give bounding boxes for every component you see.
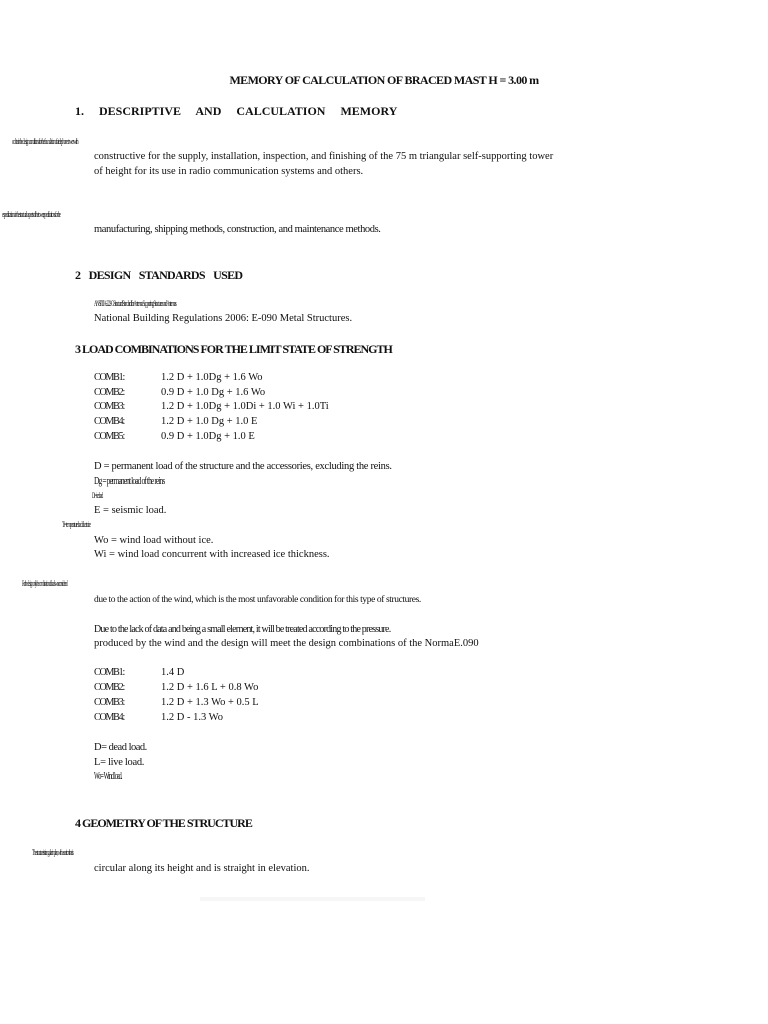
combo-a-2-expr: 0.9 D + 1.0 Dg + 1.6 Wo — [161, 387, 266, 398]
definition-wo: Wo = wind load without ice. — [94, 535, 214, 546]
section-1-p1-line2: of height for its use in radio communication systems and others. — [94, 166, 364, 177]
note-line-1: due to the action of the wind, which is the most unfavorable condition for this type of structures. — [94, 595, 421, 605]
definition-d: D = permanent load of the structure and the accessories, excluding the reins. — [94, 461, 392, 472]
combo-b-2-name: COMB2: — [94, 682, 125, 693]
combo-b-1-expr: 1.4 D — [161, 667, 185, 678]
section-4-prefix: The structure is triangular in plan, with a section that is — [32, 848, 74, 857]
note-prefix: For the design only the combination of loads was considered — [22, 579, 68, 588]
section-4-line-1: circular along its height and is straight in elevation. — [94, 863, 310, 874]
definition-ti: Ti = temperature load due to ice — [62, 520, 91, 529]
definition-dg: Dg = permanent load of the reins — [94, 476, 165, 487]
document-title: MEMORY OF CALCULATION OF BRACED MAST H = 3.00 m — [229, 73, 539, 87]
section-1-heading: 1. DESCRIPTIVE AND CALCULATION MEMORY — [75, 104, 398, 118]
definition-e: E = seismic load. — [94, 505, 167, 516]
section-1-p2-line1: manufacturing, shipping methods, construction, and maintenance methods. — [94, 224, 381, 235]
note-line-3: produced by the wind and the design will meet the design combinations of the NormaE.090 — [94, 638, 479, 649]
section-1-p1-prefix: o obtain the design conditions for the foundation of a telephone tower with — [12, 137, 78, 146]
combo-a-1-expr: 1.2 D + 1.0Dg + 1.6 Wo — [161, 372, 263, 383]
combo-a-3-name: COMB3: — [94, 401, 125, 412]
combo-a-4-expr: 1.2 D + 1.0 Dg + 1.0 E — [161, 416, 258, 427]
combo-b-3-name: COMB3: — [94, 697, 125, 708]
definition-wi: Wi = wind load concurrent with increased ice thickness. — [94, 549, 330, 560]
combo-b-3-expr: 1.2 D + 1.3 Wo + 0.5 L — [161, 697, 259, 708]
definition-live-load: L= live load. — [94, 757, 145, 768]
combo-a-2-name: COMB2: — [94, 387, 125, 398]
section-2-small-line: ANSI/TIA-222-G Structural Standard for Antenna Supporting Structures and Antennas — [94, 299, 176, 308]
definition-dead-load: D= dead load. — [94, 742, 147, 753]
section-4-heading: 4 GEOMETRY OF THE STRUCTURE — [75, 816, 252, 830]
combo-a-5-expr: 0.9 D + 1.0Dg + 1.0 E — [161, 431, 255, 442]
section-2-heading: 2 DESIGN STANDARDS USED — [75, 268, 243, 282]
section-3-heading: 3 LOAD COMBINATIONS FOR THE LIMIT STATE OF STRENGTH — [75, 342, 392, 356]
section-2-line: National Building Regulations 2006: E-090 Metal Structures. — [94, 313, 353, 324]
definition-wind-load: Wo= Wind load. — [94, 771, 122, 782]
note-line-2: Due to the lack of data and being a small element, it will be treated according to the pressure. — [94, 624, 391, 635]
section-1-p2-prefix: e specifications in the structural aspects of the tower, specifications for the — [2, 210, 61, 219]
combo-b-2-expr: 1.2 D + 1.6 L + 0.8 Wo — [161, 682, 259, 693]
combo-b-4-expr: 1.2 D - 1.3 Wo — [161, 712, 223, 723]
combo-b-1-name: COMB1: — [94, 667, 125, 678]
definition-di: Di = ice load — [92, 491, 103, 500]
section-1-p1-line1: constructive for the supply, installation, inspection, and finishing of the 75 m triangular self-supporting tower — [94, 151, 554, 162]
combo-b-4-name: COMB4: — [94, 712, 125, 723]
combo-a-4-name: COMB4: — [94, 416, 125, 427]
combo-a-5-name: COMB5: — [94, 431, 125, 442]
faint-artifact — [200, 897, 425, 901]
combo-a-1-name: COMB1: — [94, 372, 125, 383]
combo-a-3-expr: 1.2 D + 1.0Dg + 1.0Di + 1.0 Wi + 1.0Ti — [161, 401, 329, 412]
